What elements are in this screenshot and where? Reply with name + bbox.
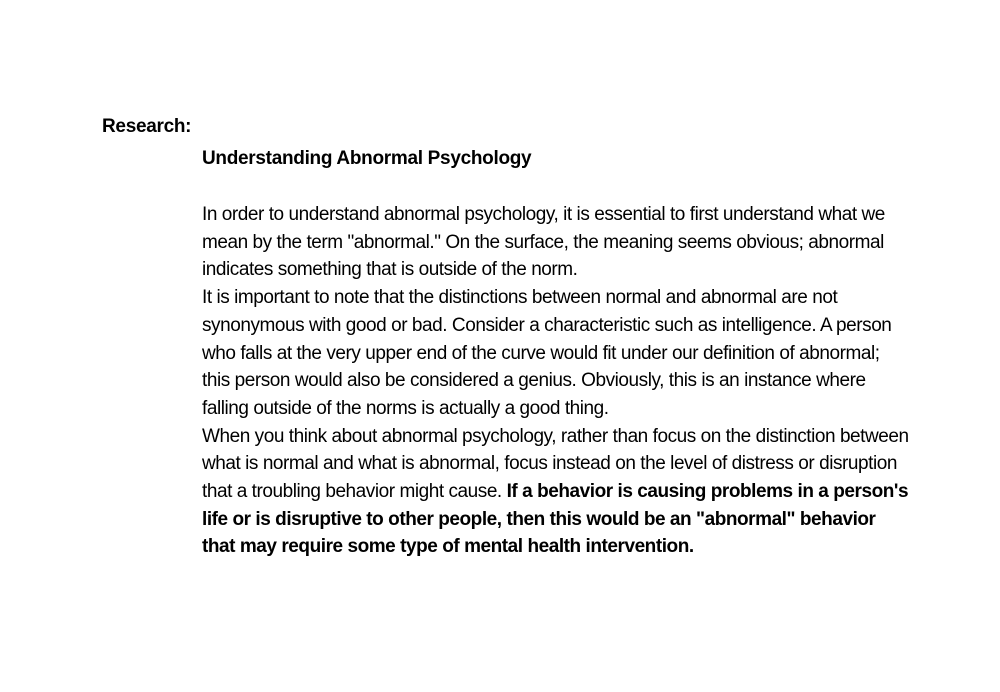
document-title: Understanding Abnormal Psychology	[202, 148, 532, 169]
conclusion-text: When you think about abnormal psychology, rather than focus on the distinction between what is normal and what is abnormal, focus instead on the level of distress or disruption that a troubling behavior might cause.	[202, 425, 909, 503]
paragraph-definition: In order to understand abnormal psychology, it is essential to first understand what we mean by the term "abnormal." On the surface, the meaning seems obvious; abnormal indicates something that is outside of the norm.	[202, 204, 885, 281]
paragraph-conclusion	[202, 423, 912, 562]
conclusion-emphasis: If a behavior is causing problems in a person's life or is disruptive to other people, then this would be an "abnormal" behavior that may require some type of mental health intervention.	[202, 481, 909, 558]
paragraph-distinctions: It is important to note that the distinctions between normal and abnormal are not synonymous with good or bad. Consider a characteristic such as intelligence. A person who falls at the very upper end of the curve would fit under our definition of abnormal; this person would also be considered a genius. Obviously, this is an instance where falling outside of the norms is actually a good thing.	[202, 287, 892, 419]
section-label: Research:	[102, 116, 192, 137]
document-body	[202, 146, 912, 561]
